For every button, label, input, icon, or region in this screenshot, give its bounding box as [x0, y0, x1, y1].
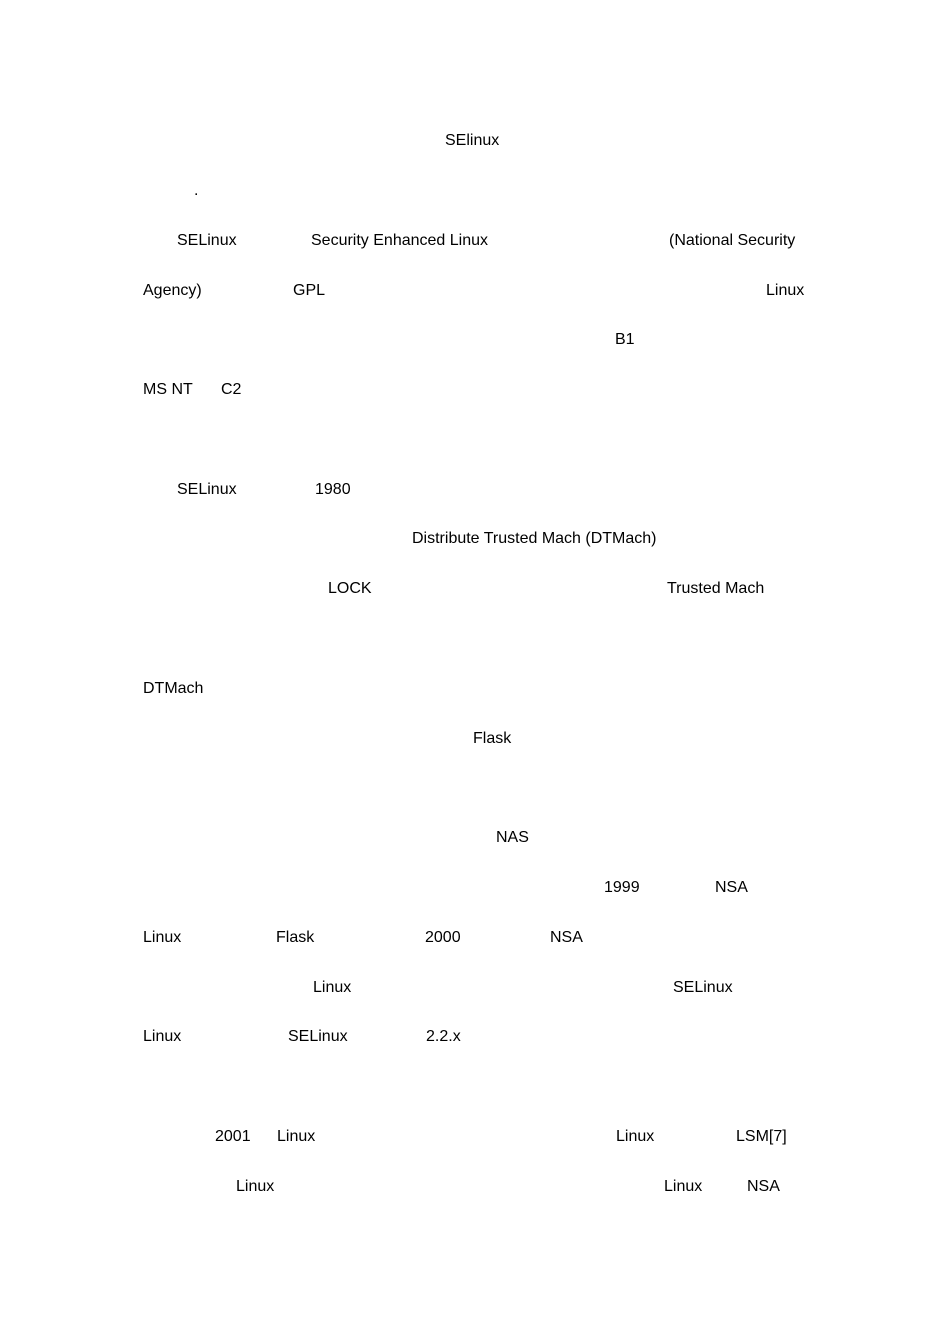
text-fragment: SELinux	[673, 979, 733, 996]
text-fragment: 1999	[604, 879, 640, 896]
text-fragment: Linux	[313, 979, 352, 996]
text-fragment: Linux	[277, 1128, 316, 1145]
text-fragment: Flask	[473, 730, 512, 747]
text-fragment: Trusted Mach	[667, 580, 765, 597]
text-fragment: B1	[615, 331, 635, 348]
text-fragment: SELinux	[288, 1028, 348, 1045]
text-fragment: .	[194, 182, 199, 199]
text-fragment: NSA	[550, 929, 583, 946]
text-fragment: Linux	[143, 1028, 182, 1045]
text-fragment: C2	[221, 381, 242, 398]
text-fragment: Linux	[236, 1178, 275, 1195]
text-fragment: Linux	[766, 282, 805, 299]
text-fragment: Flask	[276, 929, 315, 946]
text-fragment: LOCK	[328, 580, 372, 597]
text-fragment: (National Security	[669, 232, 796, 249]
doc-title: SElinux	[445, 132, 500, 149]
text-fragment: Linux	[616, 1128, 655, 1145]
text-fragment: SELinux	[177, 232, 237, 249]
text-fragment: NSA	[747, 1178, 780, 1195]
text-fragment: MS NT	[143, 381, 193, 398]
text-fragment: Agency)	[143, 282, 202, 299]
text-fragment: NAS	[496, 829, 529, 846]
text-fragment: Linux	[664, 1178, 703, 1195]
text-fragment: 1980	[315, 481, 351, 498]
text-fragment: Linux	[143, 929, 182, 946]
text-fragment: 2000	[425, 929, 461, 946]
text-fragment: LSM[7]	[736, 1128, 787, 1145]
text-fragment: 2001	[215, 1128, 251, 1145]
text-fragment: Security Enhanced Linux	[311, 232, 488, 249]
text-fragment: 2.2.x	[426, 1028, 461, 1045]
text-fragment: GPL	[293, 282, 326, 299]
text-fragment: NSA	[715, 879, 748, 896]
text-fragment: SELinux	[177, 481, 237, 498]
text-fragment: Distribute Trusted Mach (DTMach)	[412, 530, 657, 547]
text-fragment: DTMach	[143, 680, 204, 697]
